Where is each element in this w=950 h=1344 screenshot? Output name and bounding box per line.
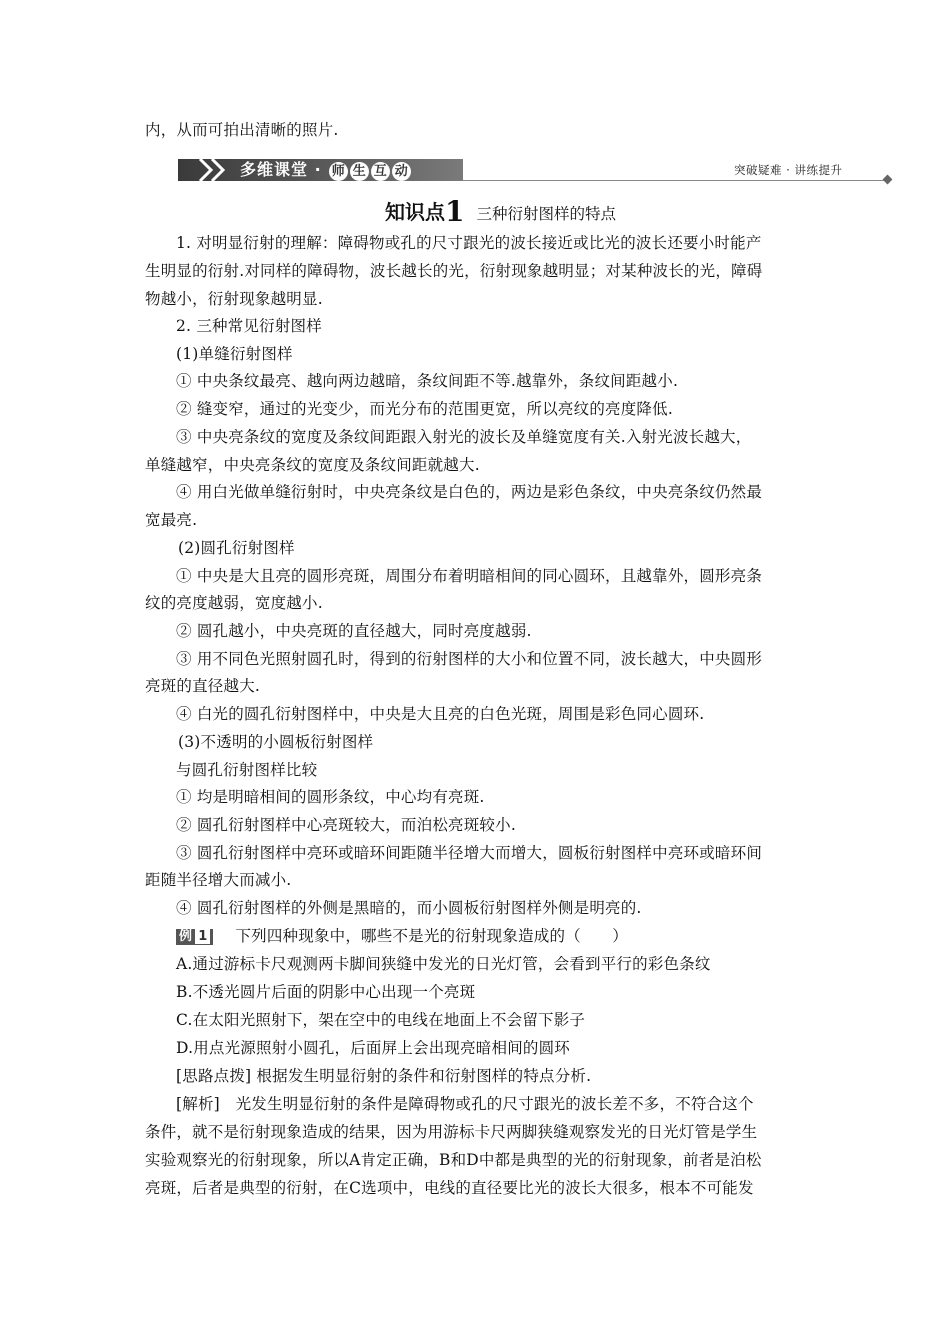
example-label: 例 <box>179 929 193 944</box>
knowledge-point-title: 三种衍射图样的特点 <box>476 205 616 223</box>
banner-char: 互 <box>371 162 390 181</box>
banner-title-prefix: 多维课堂 · <box>240 160 329 179</box>
text-line: ④ 圆孔衍射图样的外侧是黑暗的，而小圆板衍射图样外侧是明亮的. <box>176 899 642 917</box>
text-line: (2)圆孔衍射图样 <box>178 539 295 557</box>
text-line: 物越小，衍射现象越明显. <box>145 290 323 308</box>
text-line: 宽最亮. <box>145 511 198 529</box>
knowledge-point-heading <box>385 193 616 226</box>
example-analysis: 亮斑，后者是典型的衍射，在C选项中，电线的直径要比光的波长大很多，根本不可能发 <box>145 1179 754 1197</box>
double-chevron-right-icon <box>196 157 236 183</box>
text-line: 纹的亮度越弱，宽度越小. <box>145 594 323 612</box>
example-analysis: [解析] 光发生明显衍射的条件是障碍物或孔的尺寸跟光的波长差不多，不符合这个 <box>176 1095 754 1113</box>
text-line: 1. 对明显衍射的理解：障碍物或孔的尺寸跟光的波长接近或比光的波长还要小时能产 <box>176 234 762 252</box>
banner-char: 师 <box>329 162 348 181</box>
text-line: ② 圆孔衍射图样中心亮斑较大，而泊松亮斑较小. <box>176 816 516 834</box>
example-analysis: 条件，就不是衍射现象造成的结果，因为用游标卡尺两脚狭缝观察发光的日光灯管是学生 <box>145 1123 758 1141</box>
text-line: ② 缝变窄，通过的光变少，而光分布的范围更宽，所以亮纹的亮度降低. <box>176 400 673 418</box>
text-line: ③ 用不同色光照射圆孔时，得到的衍射图样的大小和位置不同，波长越大，中央圆形 <box>176 650 763 668</box>
text-line: ① 中央是大且亮的圆形亮斑，周围分布着明暗相间的同心圆环，且越靠外，圆形亮条 <box>176 567 763 585</box>
text-line: ① 均是明暗相间的圆形条纹，中心均有亮斑. <box>176 788 485 806</box>
text-line: 与圆孔衍射图样比较 <box>176 761 318 779</box>
knowledge-point-number: 1 <box>445 195 465 228</box>
banner-title <box>240 160 412 181</box>
text-line: ④ 白光的圆孔衍射图样中，中央是大且亮的白色光斑，周围是彩色同心圆环. <box>176 705 705 723</box>
example-hint: [思路点拨] 根据发生明显衍射的条件和衍射图样的特点分析. <box>176 1067 592 1085</box>
example-option: B.不透光圆片后面的阴影中心出现一个亮斑 <box>176 983 476 1001</box>
banner-char: 生 <box>350 162 369 181</box>
text-line: ① 中央条纹最亮、越向两边越暗，条纹间距不等.越靠外，条纹间距越小. <box>176 372 679 390</box>
diamond-icon <box>883 175 893 185</box>
banner-rule <box>463 180 885 181</box>
knowledge-point-label: 知识点 <box>385 200 445 224</box>
text-line: 生明显的衍射.对同样的障碍物，波长越长的光，衍射现象越明显；对某种波长的光，障碍 <box>145 262 763 280</box>
example-badge <box>176 929 213 945</box>
text-line: (1)单缝衍射图样 <box>176 345 293 363</box>
example-analysis: 实验观察光的衍射现象，所以A肯定正确，B和D中都是典型的光的衍射现象，前者是泊松 <box>145 1151 762 1169</box>
example-option: C.在太阳光照射下，架在空中的电线在地面上不会留下影子 <box>176 1011 586 1029</box>
text-line: ② 圆孔越小，中央亮斑的直径越大，同时亮度越弱. <box>176 622 532 640</box>
example-option: D.用点光源照射小圆孔，后面屏上会出现亮暗相间的圆环 <box>176 1039 571 1057</box>
text-line: 亮斑的直径越大. <box>145 677 261 695</box>
text-line: (3)不透明的小圆板衍射图样 <box>178 733 374 751</box>
text-line: 2. 三种常见衍射图样 <box>176 317 322 335</box>
text-line: 内，从而可拍出清晰的照片. <box>145 121 339 139</box>
text-line: ④ 用白光做单缝衍射时，中央亮条纹是白色的，两边是彩色条纹，中央亮条纹仍然最 <box>176 483 763 501</box>
example-number: 1 <box>195 929 210 944</box>
example-question-text: 下列四种现象中，哪些不是光的衍射现象造成的（ ） <box>235 927 628 945</box>
example-option: A.通过游标卡尺观测两卡脚间狭缝中发光的日光灯管，会看到平行的彩色条纹 <box>176 955 711 973</box>
banner-char: 动 <box>392 162 411 181</box>
text-line: ③ 圆孔衍射图样中亮环或暗环间距随半径增大而增大，圆板衍射图样中亮环或暗环间 <box>176 844 763 862</box>
text-line: ③ 中央亮条纹的宽度及条纹间距跟入射光的波长及单缝宽度有关.入射光波长越大， <box>176 428 752 446</box>
section-banner <box>178 155 463 183</box>
text-line: 单缝越窄，中央亮条纹的宽度及条纹间距就越大. <box>145 456 480 474</box>
text-line: 距随半径增大而减小. <box>145 871 292 889</box>
banner-right-tag: 突破疑难 · 讲练提升 <box>734 163 843 177</box>
example-question <box>176 926 628 946</box>
